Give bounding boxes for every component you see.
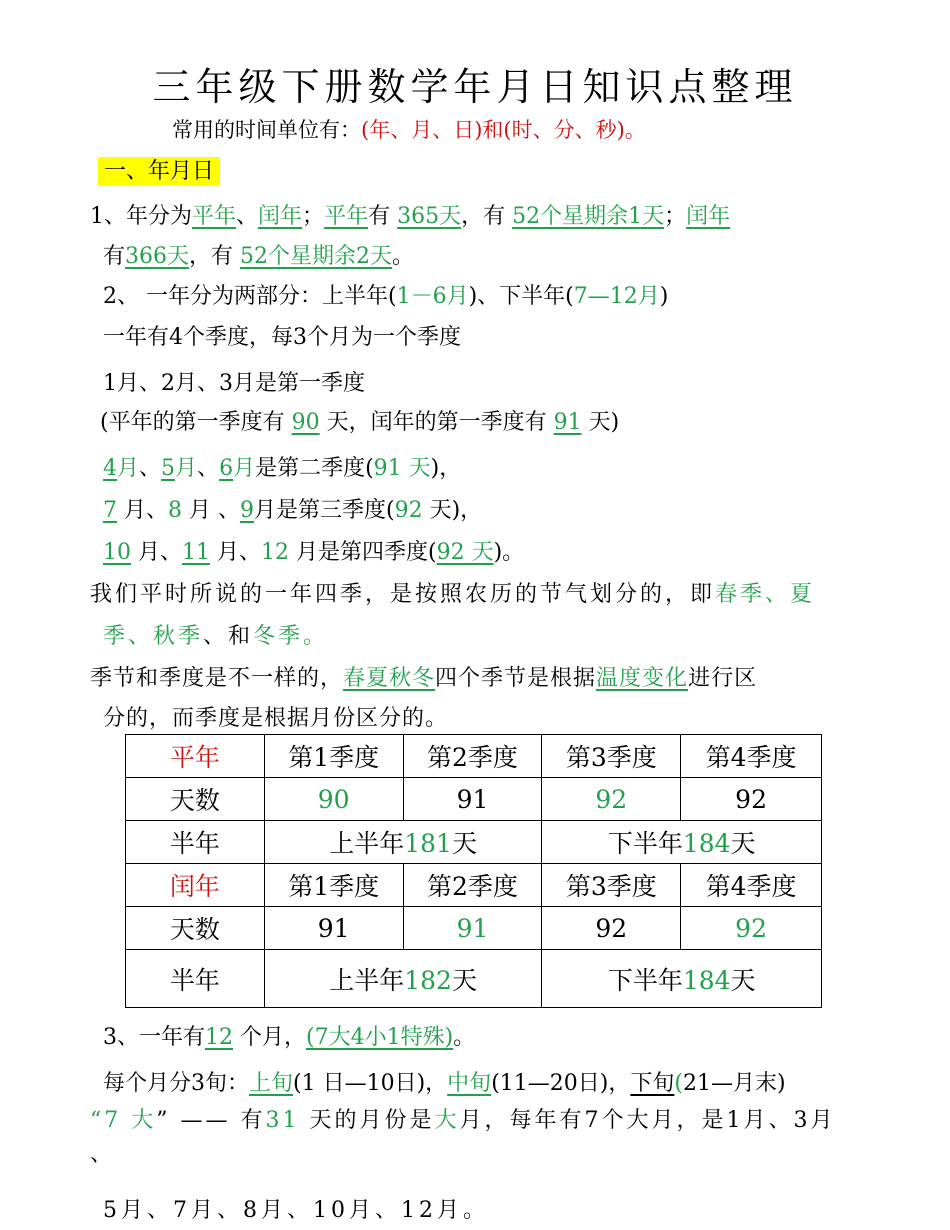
text: 1、年分为 xyxy=(90,204,192,229)
text: 2、 一年分为两部分：上半年( xyxy=(103,284,397,309)
text: 每个月分3旬： xyxy=(103,1071,249,1096)
temperature-change: 温度变化 xyxy=(596,666,689,691)
text: 是第二季度( xyxy=(255,456,374,481)
text: 下半年 xyxy=(607,965,683,995)
term-leap-year: 闰年 xyxy=(686,204,731,229)
big-month-word: 大 xyxy=(434,1108,460,1133)
text: )、下半年( xyxy=(468,284,574,309)
month-6: 6 xyxy=(219,456,234,481)
text: 我们平时所说的一年四季，是按照农历的节气划分的，即 xyxy=(90,582,716,607)
month-7: 7 xyxy=(103,498,117,523)
month-4: 4 xyxy=(103,456,117,481)
text: 21—月末) xyxy=(682,1071,786,1096)
text: 下半年 xyxy=(607,829,683,858)
quarter-4-line xyxy=(103,538,524,568)
quarter-header: 第4季度 xyxy=(681,864,822,907)
days-91: 91 天 xyxy=(373,456,431,481)
big-months-line xyxy=(90,1106,836,1136)
quarter-header: 第3季度 xyxy=(542,735,681,778)
text: 个月， xyxy=(233,1025,306,1050)
text: 天 xyxy=(730,829,756,858)
days-cell: 91 xyxy=(264,907,403,950)
quarter-header: 第1季度 xyxy=(264,864,403,907)
term-leap-year: 闰年 xyxy=(258,204,303,229)
days-cell: 91 xyxy=(403,778,542,821)
answer-52-weeks-2: 52个星期余2天 xyxy=(240,244,393,269)
term-normal-year: 平年 xyxy=(324,204,369,229)
text: )。 xyxy=(493,540,525,565)
days-cell: 92 xyxy=(542,907,681,950)
section-heading-label: 一、年月日 xyxy=(98,157,220,186)
text: 、 xyxy=(197,456,220,481)
seasons-spring-summer: 春季、夏 xyxy=(715,582,816,607)
text: (1 日—10日)， xyxy=(293,1071,448,1096)
text: 、 xyxy=(139,456,162,481)
text: 月是第三季度( xyxy=(254,498,395,523)
quarter-3-line xyxy=(103,496,482,526)
seasons-summer-autumn: 季、秋季 xyxy=(103,624,204,649)
text: 月是第四季度( xyxy=(289,540,437,565)
days-cell: 91 xyxy=(403,907,542,950)
days-value: 182 xyxy=(404,965,452,995)
text: ，有 xyxy=(461,204,513,229)
days-cell: 92 xyxy=(681,907,822,950)
text: ，有 xyxy=(189,244,241,269)
point-2-line xyxy=(103,282,668,312)
text: ) xyxy=(659,284,669,309)
table-row xyxy=(126,821,822,864)
point-1-line-2 xyxy=(103,242,414,272)
quarter-header: 第3季度 xyxy=(542,864,681,907)
text: 、 xyxy=(236,204,259,229)
text: 天) xyxy=(581,410,620,435)
text: 天)， xyxy=(422,498,483,523)
month-5: 5 xyxy=(161,456,176,481)
text: 有 xyxy=(103,244,126,269)
table-row xyxy=(126,950,822,1008)
answer-366-days: 366天 xyxy=(125,244,190,269)
days-label: 天数 xyxy=(126,778,265,821)
answer-52-weeks-1: 52个星期余1天 xyxy=(512,204,665,229)
quarter-header: 第1季度 xyxy=(264,735,403,778)
text: ； xyxy=(664,204,687,229)
normal-year-header: 平年 xyxy=(126,735,265,778)
season-vs-quarter-line-1 xyxy=(90,664,757,694)
table-row xyxy=(126,735,822,778)
time-units-list: (年、月、日)和(时、分、秒)。 xyxy=(361,118,646,142)
text: 月 xyxy=(117,456,140,481)
text: ” —— 有 xyxy=(156,1108,266,1133)
text: 。 xyxy=(392,244,415,269)
term-normal-year: 平年 xyxy=(192,204,237,229)
text: (11—20日)， xyxy=(491,1071,631,1096)
days-cell: 90 xyxy=(264,778,403,821)
text: (平年的第一季度有 xyxy=(100,410,292,435)
days-31: 31 xyxy=(265,1108,300,1133)
month-9: 9 xyxy=(240,498,254,523)
days-value: 181 xyxy=(404,829,452,858)
section-heading xyxy=(98,157,220,187)
second-half-cell xyxy=(542,821,822,864)
days-cell: 92 xyxy=(542,778,681,821)
text: 天的月份是 xyxy=(299,1108,435,1133)
table-row xyxy=(126,864,822,907)
quarter-header: 第2季度 xyxy=(403,735,542,778)
month-10: 10 xyxy=(103,540,131,565)
month-8: 8 xyxy=(168,498,182,523)
text: 天 xyxy=(730,965,756,995)
text: 四个季节是根据 xyxy=(435,666,597,691)
seasons-line-2 xyxy=(103,622,328,652)
time-units-prefix: 常用的时间单位有： xyxy=(172,118,361,142)
half-label: 半年 xyxy=(126,821,265,864)
ten-day-periods-line xyxy=(103,1069,786,1099)
text: 月、 xyxy=(131,540,182,565)
text: 天 xyxy=(451,965,477,995)
text: 月 xyxy=(233,456,256,481)
first-half-range: 1－6月 xyxy=(396,284,469,309)
month-11: 11 xyxy=(182,540,210,565)
text: 季节和季度是不一样的， xyxy=(90,666,344,691)
text: 天 xyxy=(451,829,477,858)
point-3-line xyxy=(103,1023,475,1053)
days-91: 91 xyxy=(553,410,582,435)
quarter-header: 第4季度 xyxy=(681,735,822,778)
text: “7 xyxy=(90,1108,132,1133)
season-vs-quarter-line-2: 分的，而季度是根据月份区分的。 xyxy=(103,706,449,731)
leap-year-header: 闰年 xyxy=(126,864,265,907)
month-types: (7大4小1特殊) xyxy=(306,1025,454,1050)
month-12: 12 xyxy=(261,540,289,565)
second-half-range: 7—12月 xyxy=(573,284,660,309)
quarter-2-line xyxy=(103,454,461,484)
second-half-cell xyxy=(542,950,822,1008)
half-label: 半年 xyxy=(126,950,265,1008)
seasons-line-1 xyxy=(90,580,815,610)
quarter-header: 第2季度 xyxy=(403,864,542,907)
text: 月、 xyxy=(117,498,168,523)
table-row xyxy=(126,778,822,821)
quarters-intro: 一年有4个季度，每3个月为一个季度 xyxy=(103,325,461,350)
days-value: 184 xyxy=(682,829,731,858)
text: )， xyxy=(430,456,462,481)
text: 3、一年有 xyxy=(103,1025,205,1050)
season-winter: 冬季。 xyxy=(253,624,329,649)
page-title: 三年级下册数学年月日知识点整理 xyxy=(152,65,798,109)
months-12: 12 xyxy=(205,1025,233,1050)
middle-period: 中旬 xyxy=(447,1071,492,1096)
big-months-line-wrap: 、 xyxy=(90,1142,113,1167)
days-92: 92 xyxy=(394,498,423,523)
quarter-1-line: 1月、2月、3月是第一季度 xyxy=(103,371,365,396)
big-month-word: 大 xyxy=(131,1108,157,1133)
table-row xyxy=(126,907,822,950)
days-table xyxy=(125,734,822,1008)
text: 月 、 xyxy=(182,498,240,523)
text: 上半年 xyxy=(329,829,405,858)
text: 月，每年有7个大月，是1月、3月 xyxy=(459,1108,836,1133)
text: ； xyxy=(302,204,325,229)
days-90: 90 xyxy=(291,410,320,435)
time-units-line xyxy=(172,115,646,145)
first-period: 上旬 xyxy=(249,1071,294,1096)
first-half-cell xyxy=(264,950,542,1008)
days-92: 92 天 xyxy=(436,540,494,565)
days-cell: 92 xyxy=(681,778,822,821)
text: 、和 xyxy=(203,624,254,649)
four-seasons: 春夏秋冬 xyxy=(343,666,436,691)
text: 。 xyxy=(453,1025,476,1050)
point-1-line-1 xyxy=(90,202,730,232)
text: 天，闰年的第一季度有 xyxy=(319,410,554,435)
text: 有 xyxy=(368,204,398,229)
text: 上半年 xyxy=(329,965,405,995)
text: 月、 xyxy=(210,540,261,565)
answer-365-days: 365天 xyxy=(397,204,462,229)
big-months-list: 5月、7月、8月、10月、12月。 xyxy=(103,1198,489,1223)
last-period: 下旬 xyxy=(630,1071,675,1096)
text: 进行区 xyxy=(688,666,758,691)
text: ( xyxy=(674,1071,683,1096)
days-label: 天数 xyxy=(126,907,265,950)
text: 月 xyxy=(175,456,198,481)
first-half-cell xyxy=(264,821,542,864)
days-value: 184 xyxy=(682,965,731,995)
quarter-1-note xyxy=(100,408,619,438)
